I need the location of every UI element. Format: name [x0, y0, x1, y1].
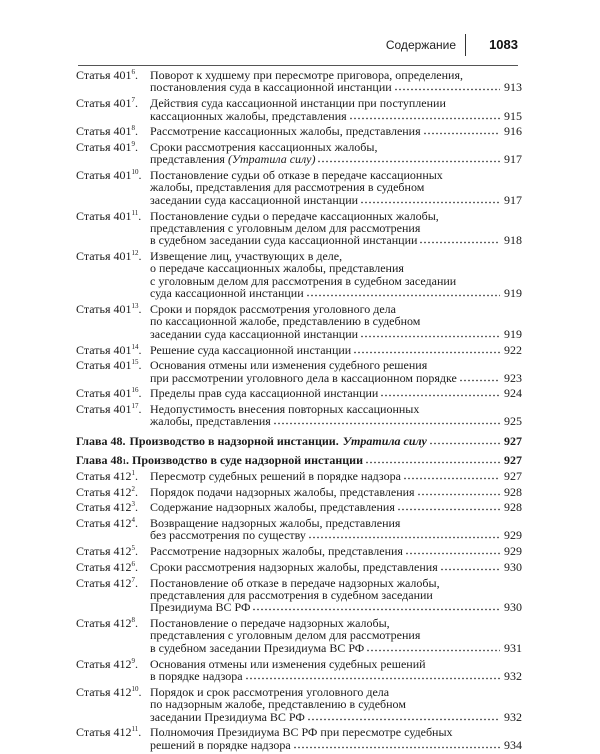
article-number	[76, 359, 142, 371]
page-number: 930	[504, 600, 522, 615]
toc-article-entry[interactable]	[76, 545, 522, 557]
title-text: по надзорным жалобе, представлению в судебном	[150, 697, 406, 712]
entry-title	[76, 303, 522, 340]
title-line	[150, 328, 522, 340]
toc-chapter-entry[interactable]	[76, 435, 522, 447]
title-text: о передаче кассационных жалобы, представления	[150, 261, 404, 276]
entry-title	[76, 403, 522, 428]
toc-article-entry[interactable]	[76, 561, 522, 573]
article-label: Статья 412	[76, 656, 132, 671]
title-text: в судебном заседании суда кассационной инстанции	[150, 233, 418, 248]
page-number: 928	[504, 500, 522, 515]
title-text: заседании суда кассационной инстанции	[150, 326, 359, 341]
title-text: заседании Президиума ВС РФ	[150, 709, 305, 724]
title-line	[150, 287, 522, 299]
page-number: 919	[504, 326, 522, 341]
article-number	[76, 545, 138, 557]
dot-leader	[306, 289, 500, 297]
article-superscript: 10	[131, 684, 139, 693]
dot-leader	[349, 112, 500, 120]
toc-article-entry[interactable]	[76, 577, 522, 614]
article-superscript: 4	[131, 516, 135, 525]
title-line	[150, 601, 522, 613]
toc-article-entry[interactable]	[76, 658, 522, 683]
table-of-contents	[76, 69, 522, 754]
title-line	[150, 153, 522, 165]
article-number	[76, 344, 142, 356]
title-text: постановления суда в кассационной инстанции	[150, 80, 392, 95]
article-dot: .	[135, 559, 138, 574]
article-dot: .	[138, 684, 142, 699]
article-superscript: 2	[131, 484, 135, 493]
title-text: без рассмотрения по существу	[150, 528, 306, 543]
entry-title	[76, 726, 522, 751]
dot-leader	[440, 563, 500, 571]
article-number	[76, 387, 142, 399]
article-number	[76, 486, 138, 498]
article-number	[76, 577, 138, 589]
header-rule	[78, 65, 518, 66]
article-label: Статья 412	[76, 484, 132, 499]
article-number	[76, 517, 138, 529]
title-line	[150, 194, 522, 206]
entry-title	[76, 617, 522, 654]
article-dot: .	[138, 386, 142, 401]
page-number: 932	[504, 669, 522, 683]
dot-leader	[293, 741, 500, 749]
article-superscript: 14	[131, 342, 139, 351]
dot-leader	[405, 547, 500, 555]
article-number	[76, 69, 138, 81]
article-dot: .	[135, 575, 138, 590]
title-text: Сроки рассмотрения надзорных жалобы, представления	[150, 559, 438, 574]
article-dot: .	[135, 124, 138, 139]
article-superscript: 6	[131, 68, 135, 76]
title-line	[150, 415, 522, 427]
article-number	[76, 141, 138, 153]
entry-title	[76, 210, 522, 247]
repealed-note: Утратила силу	[342, 433, 427, 448]
title-text: Рассмотрение кассационных жалобы, представления	[150, 124, 421, 139]
article-superscript: 7	[131, 96, 135, 105]
article-number	[76, 303, 142, 315]
entry-title	[76, 545, 522, 557]
chapter-label: Глава 48	[76, 453, 123, 468]
article-label: Статья 401	[76, 301, 132, 316]
toc-chapter-entry[interactable]	[76, 454, 522, 466]
article-label: Статья 412	[76, 725, 132, 740]
title-text: Пересмотр судебных решений в порядке надзора	[150, 468, 401, 483]
article-dot: .	[138, 725, 142, 740]
article-dot: .	[135, 544, 138, 559]
article-number	[76, 501, 138, 513]
article-superscript: 1	[131, 468, 135, 477]
article-superscript: 9	[131, 139, 135, 148]
article-superscript: 9	[131, 656, 135, 665]
article-number	[76, 97, 138, 109]
entry-title	[76, 486, 522, 498]
article-label: Статья 401	[76, 208, 132, 223]
dot-leader	[353, 346, 500, 354]
toc-article-entry[interactable]	[76, 344, 522, 356]
article-label: Статья 401	[76, 124, 132, 139]
dot-leader	[366, 644, 500, 652]
title-text: представления с уголовным делом для рассмотрения	[150, 628, 421, 643]
entry-title	[76, 250, 522, 300]
article-number	[76, 250, 142, 262]
entry-title	[76, 686, 522, 723]
entry-title	[76, 470, 522, 482]
article-superscript: 8	[131, 616, 135, 625]
page-number: 927	[504, 468, 522, 483]
title-text: Действия суда кассационной инстанции при поступлении	[150, 96, 446, 111]
article-label: Статья 412	[76, 500, 132, 515]
toc-article-entry[interactable]	[76, 686, 522, 723]
article-superscript: 10	[131, 168, 139, 177]
title-text: кассационных жалобы, представления	[150, 108, 347, 123]
title-line	[150, 470, 522, 482]
title-line	[150, 739, 522, 751]
dot-leader	[419, 236, 500, 244]
title-text: Пределы прав суда кассационной инстанции	[150, 386, 379, 401]
page-number: 915	[504, 108, 522, 123]
title-line	[150, 81, 522, 93]
article-dot: .	[135, 516, 138, 531]
article-superscript: 3	[131, 500, 135, 509]
title-text: Постановление о передаче надзорных жалобы,	[150, 616, 390, 631]
page-number: 923	[504, 370, 522, 385]
article-dot: .	[138, 358, 142, 373]
entry-title	[76, 658, 522, 683]
chapter-line: Глава 48 1 . Производство в суде надзорной инстанции 927	[76, 453, 522, 468]
title-text: Порядок и срок рассмотрения уголовного дела	[150, 684, 390, 699]
title-line	[150, 359, 522, 371]
article-superscript: 12	[131, 249, 139, 258]
title-line	[150, 387, 522, 399]
article-superscript: 17	[131, 402, 139, 411]
title-text: жалобы, представления для рассмотрения в судебном	[150, 180, 425, 195]
title-text: по кассационной жалобе, представлению в судебном	[150, 314, 421, 329]
dot-leader	[273, 417, 500, 425]
page-number: 928	[504, 484, 522, 499]
title-line	[150, 501, 522, 513]
title-text: Рассмотрение надзорных жалобы, представления	[150, 544, 403, 559]
title-text: представления для рассмотрения в судебном заседании	[150, 587, 433, 602]
article-dot: .	[135, 468, 138, 483]
article-label: Статья 412	[76, 468, 132, 483]
article-label: Статья 401	[76, 68, 132, 82]
header-separator	[465, 34, 466, 56]
toc-article-entry[interactable]	[76, 97, 522, 122]
entry-title	[76, 561, 522, 573]
dot-leader	[360, 196, 500, 204]
entry-title	[76, 97, 522, 122]
article-dot: .	[138, 249, 142, 264]
chapter-title: Производство в надзорной инстанции.	[129, 433, 339, 448]
title-line	[150, 315, 522, 327]
article-dot: .	[135, 96, 138, 111]
title-text: Постановление судьи о передаче кассационных жалобы,	[150, 208, 439, 223]
entry-title	[76, 125, 522, 137]
title-text: с уголовным делом для рассмотрения в судебном заседании	[150, 273, 457, 288]
article-label: Статья 412	[76, 684, 132, 699]
title-line	[150, 372, 522, 384]
title-line	[150, 262, 522, 274]
article-label: Статья 401	[76, 342, 132, 357]
article-dot: .	[138, 301, 142, 316]
dot-leader	[317, 155, 500, 163]
entry-title	[76, 141, 522, 166]
page-number: 919	[504, 286, 522, 301]
article-number	[76, 726, 141, 738]
title-text: Извещение лиц, участвующих в деле,	[150, 249, 343, 264]
article-label: Статья 412	[76, 616, 132, 631]
article-label: Статья 412	[76, 575, 132, 590]
chapter-title: . Производство в суде надзорной инстанции	[126, 453, 364, 468]
article-dot: .	[138, 208, 142, 223]
article-dot: .	[135, 68, 138, 82]
article-dot: .	[138, 402, 142, 417]
title-line	[150, 344, 522, 356]
article-label: Статья 401	[76, 249, 132, 264]
title-text: Сроки рассмотрения кассационных жалобы,	[150, 139, 378, 154]
article-number	[76, 561, 138, 573]
page-number: 913	[504, 80, 522, 95]
page-number: 930	[504, 559, 522, 574]
toc-article-entry[interactable]	[76, 403, 522, 428]
entry-title	[76, 517, 522, 542]
article-dot: .	[135, 656, 138, 671]
entry-title	[76, 344, 522, 356]
title-text: в судебном заседании Президиума ВС РФ	[150, 640, 365, 655]
dot-leader	[429, 437, 500, 445]
dot-leader	[417, 488, 500, 496]
title-text: суда кассационной инстанции	[150, 286, 304, 301]
page-number: 931	[504, 640, 522, 655]
page-number: 917	[504, 152, 522, 167]
page-number: 917	[504, 192, 522, 207]
title-line	[150, 486, 522, 498]
dot-leader	[423, 127, 500, 135]
dot-leader	[459, 374, 500, 382]
title-text: представления с уголовным делом для рассмотрения	[150, 220, 421, 235]
title-text: Полномочия Президиума ВС РФ при пересмотре судебных	[150, 725, 453, 740]
title-text: представления	[150, 152, 225, 167]
article-label: Статья 412	[76, 559, 132, 574]
title-line	[150, 181, 522, 193]
article-label: Статья 401	[76, 96, 132, 111]
title-text: Президиума ВС РФ	[150, 600, 251, 615]
title-text: заседании суда кассационной инстанции	[150, 192, 359, 207]
toc-article-entry[interactable]	[76, 617, 522, 654]
article-dot: .	[135, 616, 138, 631]
article-superscript: 6	[131, 559, 135, 568]
page-number: 932	[504, 709, 522, 724]
title-line	[150, 670, 522, 682]
article-number	[76, 686, 142, 698]
title-text: Основания отмены или изменения судебного решения	[150, 358, 428, 373]
title-line	[150, 642, 522, 654]
dot-leader	[397, 503, 500, 511]
dot-leader	[403, 472, 500, 480]
title-text: Поворот к худшему при пересмотре приговора, определения,	[150, 68, 463, 82]
entry-title	[76, 359, 522, 384]
toc-article-entry[interactable]	[76, 210, 522, 247]
article-superscript: 5	[131, 544, 135, 553]
header-title: Содержание	[385, 38, 456, 52]
title-line	[150, 711, 522, 723]
article-number	[76, 658, 138, 670]
toc-article-entry[interactable]	[76, 387, 522, 399]
dot-leader	[245, 672, 500, 680]
article-label: Статья 412	[76, 516, 132, 531]
toc-article-entry[interactable]	[76, 69, 522, 94]
dot-leader	[365, 456, 500, 464]
article-number	[76, 125, 138, 137]
article-superscript: 11	[131, 725, 139, 734]
title-line	[150, 97, 522, 109]
chapter-label: Глава 48.	[76, 433, 126, 448]
title-line	[150, 234, 522, 246]
page-number: 927	[504, 433, 522, 448]
page-number: 925	[504, 414, 522, 429]
title-text: Возвращение надзорных жалобы, представления	[150, 516, 401, 531]
article-number	[76, 403, 142, 415]
article-superscript: 8	[131, 124, 135, 133]
article-label: Статья 401	[76, 358, 132, 373]
header-page-number: 1083	[489, 37, 518, 52]
article-dot: .	[135, 500, 138, 515]
toc-article-entry[interactable]	[76, 250, 522, 300]
page-number: 916	[504, 124, 522, 139]
title-text: жалобы, представления	[150, 414, 271, 429]
title-line	[150, 561, 522, 573]
dot-leader	[380, 389, 500, 397]
article-dot: .	[135, 484, 138, 499]
toc-article-entry[interactable]	[76, 169, 522, 206]
toc-article-entry[interactable]	[76, 303, 522, 340]
title-text: Постановление судьи об отказе в передаче кассационных	[150, 168, 443, 183]
page-number: 918	[504, 233, 522, 248]
title-text: Сроки и порядок рассмотрения уголовного дела	[150, 301, 396, 316]
title-text: Недопустимость внесения повторных кассационных	[150, 402, 420, 417]
dot-leader	[394, 83, 500, 91]
page-number: 924	[504, 386, 522, 401]
article-superscript: 16	[131, 386, 139, 395]
page-number: 922	[504, 342, 522, 357]
toc-article-entry[interactable]	[76, 486, 522, 498]
article-superscript: 7	[131, 575, 135, 584]
title-text: решений в порядке надзора	[150, 737, 291, 752]
entry-title	[76, 501, 522, 513]
article-dot: .	[138, 342, 142, 357]
dot-leader	[307, 713, 500, 721]
title-line	[150, 698, 522, 710]
article-superscript: 13	[131, 301, 139, 310]
dot-leader	[308, 531, 500, 539]
article-number	[76, 210, 141, 222]
article-number	[76, 470, 138, 482]
chapter-line	[76, 435, 522, 447]
article-dot: .	[138, 168, 142, 183]
title-line	[150, 125, 522, 137]
title-text: Постановление об отказе в передаче надзорных жалобы,	[150, 575, 440, 590]
title-text: при рассмотрении уголовного дела в кассационном порядке	[150, 370, 457, 385]
toc-article-entry[interactable]	[76, 125, 522, 137]
title-line	[150, 110, 522, 122]
page-number: 927	[504, 453, 522, 468]
article-label: Статья 401	[76, 168, 132, 183]
article-number	[76, 169, 142, 181]
dot-leader	[252, 603, 500, 611]
title-text: Порядок подачи надзорных жалобы, представления	[150, 484, 415, 499]
entry-title	[76, 169, 522, 206]
entry-title	[76, 69, 522, 94]
page-number: 929	[504, 544, 522, 559]
toc-article-entry[interactable]	[76, 517, 522, 542]
title-text: в порядке надзора	[150, 669, 243, 683]
page-number: 929	[504, 528, 522, 543]
toc-article-entry[interactable]	[76, 141, 522, 166]
article-label: Статья 401	[76, 139, 132, 154]
title-line	[150, 545, 522, 557]
article-number	[76, 617, 138, 629]
title-text: Решение суда кассационной инстанции	[150, 342, 352, 357]
article-label: Статья 412	[76, 544, 132, 559]
running-header	[78, 26, 518, 66]
toc-article-entry[interactable]	[76, 501, 522, 513]
article-label: Статья 401	[76, 386, 132, 401]
article-label: Статья 401	[76, 402, 132, 417]
article-dot: .	[135, 139, 138, 154]
entry-title	[76, 387, 522, 399]
toc-article-entry[interactable]	[76, 470, 522, 482]
article-superscript: 15	[131, 358, 139, 367]
toc-article-entry[interactable]	[76, 726, 522, 751]
page-number: 934	[504, 737, 522, 752]
title-text: Содержание надзорных жалобы, представления	[150, 500, 395, 515]
dot-leader	[360, 330, 500, 338]
title-text: Основания отмены или изменения судебных решений	[150, 656, 426, 671]
title-line	[150, 726, 522, 738]
article-superscript: 11	[131, 208, 139, 217]
repealed-note: (Утратила силу)	[227, 152, 316, 167]
toc-article-entry[interactable]	[76, 359, 522, 384]
title-line	[150, 529, 522, 541]
entry-title	[76, 577, 522, 614]
